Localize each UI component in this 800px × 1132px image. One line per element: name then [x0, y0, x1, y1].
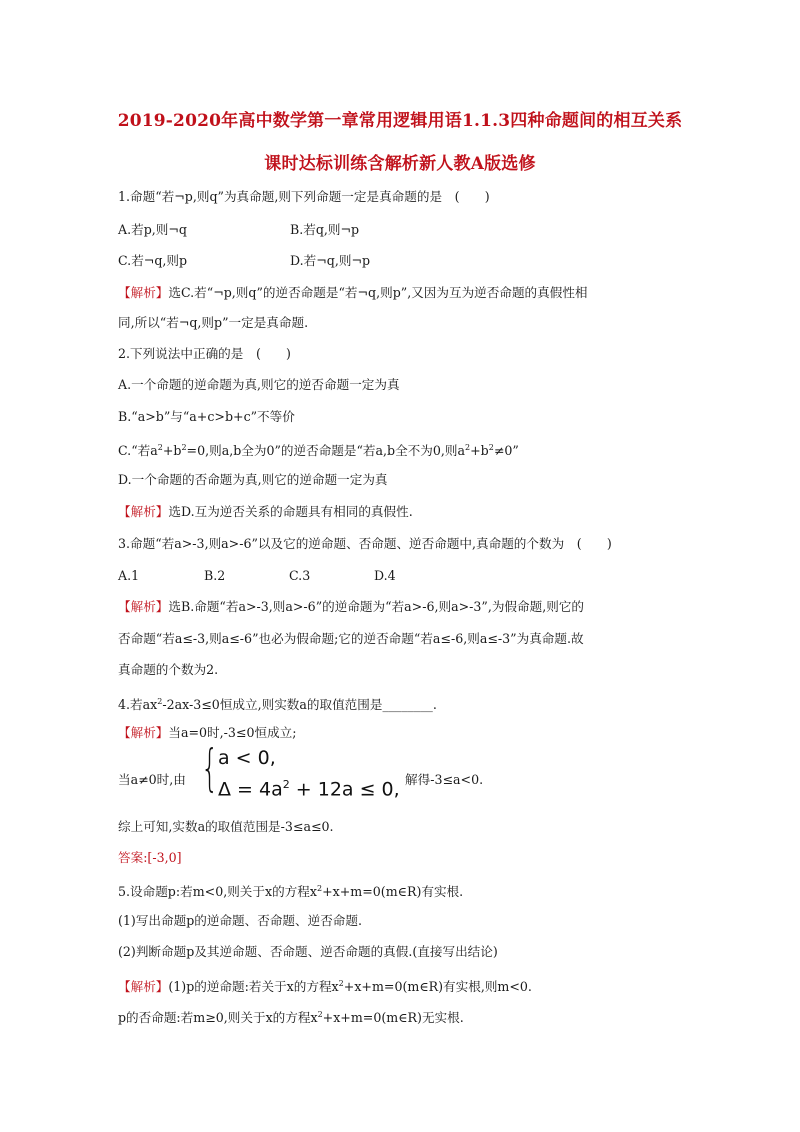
q3-analysis-line-3: 真命题的个数为2. — [118, 662, 219, 677]
document-title-line-2: 课时达标训练含解析新人教A版选修 — [264, 154, 536, 174]
q5-analysis-line-2: p的否命题:若m≥0,则关于x的方程$x^2+x+m=0(m\in R)$无实根. — [118, 1010, 464, 1025]
q5-analysis-line-1: 【解析】(1)p的逆命题:若关于x的方程$x^2+x+m=0(m\in R)$有实根,则m<0. — [118, 979, 532, 994]
q2-option-c: C.“若$a^2+b^2=0$,则a,b全为0”的逆否命题是“若a,b全不为0,则$a^2+b^2\ne 0$” — [118, 443, 519, 458]
q1-option-c: C.若¬q,则p — [118, 253, 188, 268]
q4-analysis-line-1: 【解析】当a=0时,-3≤0恒成立; — [118, 725, 297, 740]
analysis-tag: 【解析】 — [118, 599, 169, 614]
q4-analysis-line-2-post: 解得-3≤a<0. — [405, 772, 484, 787]
q2-stem: 2.下列说法中正确的是 ( ) — [118, 346, 291, 361]
q1-analysis-line-1: 【解析】选C.若“¬p,则q”的逆否命题是“若¬q,则p”,又因为互为逆否命题的真假性相 — [118, 285, 588, 300]
q5-part-2: (2)判断命题p及其逆命题、否命题、逆否命题的真假.(直接写出结论) — [118, 944, 498, 959]
document-title-line-1: 2019-2020年高中数学第一章常用逻辑用语1.1.3四种命题间的相互关系 — [117, 111, 683, 131]
q4-analysis-line-3: 综上可知,实数a的取值范围是-3≤a≤0. — [118, 819, 334, 834]
q1-option-d: D.若¬q,则¬p — [290, 253, 371, 268]
q2-option-a: A.一个命题的逆命题为真,则它的逆否命题一定为真 — [118, 377, 400, 392]
q3-option-d: D.4 — [374, 568, 396, 583]
q1-stem: 1.命题“若¬p,则q”为真命题,则下列命题一定是真命题的是 ( ) — [118, 189, 490, 204]
q3-option-c: C.3 — [289, 568, 311, 583]
system-line-2: $\Delta = 4a^2 + 12a \le 0$, — [218, 778, 400, 801]
q2-analysis: 【解析】选D.互为逆否关系的命题具有相同的真假性. — [118, 504, 413, 519]
q1-option-b: B.若q,则¬p — [290, 222, 360, 237]
q1-option-a: A.若p,则¬q — [118, 222, 187, 237]
q3-analysis-line-2: 否命题“若a≤-3,则a≤-6”也必为假命题;它的逆否命题“若a≤-6,则a≤-3”为真命题.故 — [118, 631, 584, 646]
q1-analysis-line-2: 同,所以“若¬q,则p”一定是真命题. — [118, 315, 309, 330]
analysis-tag: 【解析】 — [118, 725, 169, 740]
q5-stem: 5.设命题p:若m<0,则关于x的方程$x^2+x+m=0(m\in R)$有实根. — [118, 884, 464, 899]
analysis-tag: 【解析】 — [118, 979, 169, 994]
q4-analysis-line-2-pre: 当a≠0时,由 — [118, 772, 186, 787]
q5-part-1: (1)写出命题p的逆命题、否命题、逆否命题. — [118, 913, 362, 928]
q3-stem: 3.命题“若a>-3,则a>-6”以及它的逆命题、否命题、逆否命题中,真命题的个数为 ( ) — [118, 536, 612, 551]
system-line-1: a < 0, — [218, 747, 276, 769]
analysis-tag: 【解析】 — [118, 504, 169, 519]
q4-stem: 4.若$ax^2-2ax-3\le 0$恒成立,则实数a的取值范围是________. — [118, 697, 437, 712]
q3-option-b: B.2 — [204, 568, 226, 583]
q2-option-b: B.“a>b”与“a+c>b+c”不等价 — [118, 409, 295, 424]
q3-analysis-line-1: 【解析】选B.命题“若a>-3,则a>-6”的逆命题为“若a>-6,则a>-3”,为假命题,则它的 — [118, 599, 584, 614]
q4-answer: 答案:[-3,0] — [118, 850, 182, 865]
analysis-tag: 【解析】 — [118, 285, 169, 300]
q2-option-d: D.一个命题的否命题为真,则它的逆命题一定为真 — [118, 472, 388, 487]
left-brace-icon: { — [201, 739, 219, 797]
q3-option-a: A.1 — [118, 568, 140, 583]
